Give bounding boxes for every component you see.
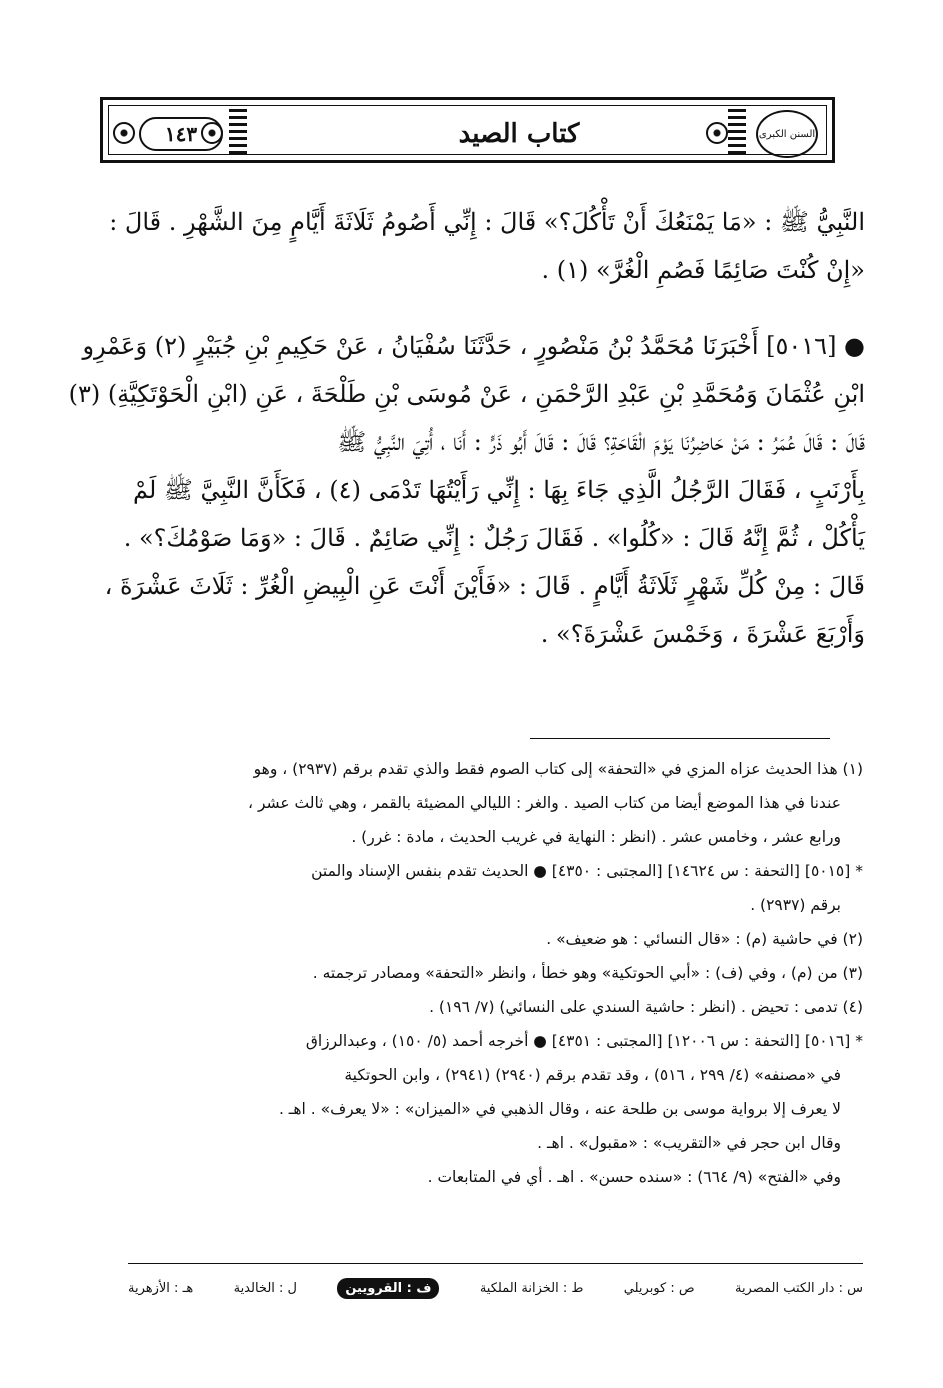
legend-item: ص : كوبريلي bbox=[623, 1280, 695, 1296]
legend-item: س : دار الكتب المصرية bbox=[734, 1280, 863, 1296]
footnote-separator bbox=[530, 738, 830, 739]
legend-item: هـ : الأزهرية bbox=[128, 1280, 194, 1296]
page-number: ١٤٣ bbox=[139, 117, 223, 151]
body-line: بِأَرْنَبٍ ، فَقَالَ الرَّجُلُ الَّذِي جَاءَ بِهَا : إِنِّي رَأَيْتُهَا تَدْمَى (٤) ، فَكَأَنَّ النَّبِيَّ ﷺ لَمْ bbox=[133, 476, 865, 504]
ornament-strip-right bbox=[728, 106, 746, 154]
body-line: ● [٥٠١٦] أَخْبَرَنَا مُحَمَّدُ بْنُ مَنْصُورٍ ، حَدَّثَنَا سُفْيَانُ ، عَنْ حَكِيمِ بْنِ جُبَيْرٍ (٢) وَعَمْرِو bbox=[82, 332, 865, 360]
book-seal-logo: السنن الكبرى bbox=[756, 110, 818, 158]
chapter-title: كتاب الصيد bbox=[458, 119, 580, 149]
body-line: قَالَ : قَالَ عُمَرُ : مَنْ حَاضِرُنَا يَوْمَ الْقَاحَةِ؟ قَالَ : قَالَ أَبُو ذَرٍّ : أَنَا ، أُتِيَ النَّبِيُّ ﷺ bbox=[337, 428, 865, 456]
footnote-line: * [٥٠١٥] [التحفة : س ١٤٦٢٤] [المجتبى : ٤٣٥٠] ● الحديث تقدم بنفس الإسناد والمتن bbox=[311, 862, 863, 880]
footnote-line: عندنا في هذا الموضع أيضا من كتاب الصيد . والغر : الليالي المضيئة بالقمر ، وهي ثالث عشر ، bbox=[248, 794, 841, 812]
body-line: «إِنْ كُنْتَ صَائِمًا فَصُمِ الْغُرَّ» (١) . bbox=[541, 256, 865, 284]
manuscript-legend bbox=[128, 1268, 863, 1308]
body-line: وَأَرْبَعَ عَشْرَةَ ، وَخَمْسَ عَشْرَةَ؟» . bbox=[540, 620, 865, 648]
footnote-line: (٤) تدمى : تحيض . (انظر : حاشية السندي على النسائي) (٧/ ١٩٦) . bbox=[429, 998, 863, 1016]
legend-item-highlighted: ف : القرويين bbox=[337, 1278, 439, 1299]
footnote-line: (٣) من (م) ، وفي (ف) : «أبي الحوتكية» وهو خطأ ، وانظر «التحفة» ومصادر ترجمته . bbox=[312, 964, 863, 982]
footnote-line: وقال ابن حجر في «التقريب» : «مقبول» . اهـ . bbox=[537, 1134, 841, 1152]
ornament-knot-right bbox=[706, 122, 728, 144]
legend-item: ط : الخزانة الملكية bbox=[479, 1280, 584, 1296]
main-text bbox=[80, 198, 865, 294]
footnote-line: ورابع عشر ، وخامس عشر . (انظر : النهاية في غريب الحديث ، مادة : غرر) . bbox=[351, 828, 841, 846]
footnote-line: وفي «الفتح» (٩/ ٦٦٤) : «سنده حسن» . اهـ . أي في المتابعات . bbox=[427, 1168, 841, 1186]
footnote-line: * [٥٠١٦] [التحفة : س ١٢٠٠٦] [المجتبى : ٤٣٥١] ● أخرجه أحمد (٥/ ١٥٠) ، وعبدالرزاق bbox=[305, 1032, 863, 1050]
footnote-line: (٢) في حاشية (م) : «قال النسائي : هو ضعيف» . bbox=[546, 930, 863, 948]
footer-rule bbox=[128, 1263, 863, 1264]
body-line: النَّبِيُّ ﷺ : «مَا يَمْنَعُكَ أَنْ تَأْكُلَ؟» قَالَ : إِنِّي أَصُومُ ثَلَاثَةَ أَيَّامٍ مِنَ الشَّهْرِ . قَالَ : bbox=[109, 208, 865, 236]
header-inner-border bbox=[108, 105, 827, 155]
body-line: يَأْكُلْ ، ثُمَّ إِنَّهُ قَالَ : «كُلُوا» . فَقَالَ رَجُلٌ : إِنِّي صَائِمٌ . قَالَ : «وَمَا صَوْمُكَ؟» . bbox=[123, 524, 865, 552]
ornament-strip-left bbox=[229, 106, 247, 154]
page-header bbox=[100, 97, 835, 163]
legend-item: ل : الخالدية bbox=[233, 1280, 297, 1296]
footnote-line: برقم (٢٩٣٧) . bbox=[750, 896, 841, 914]
footnote-line: (١) هذا الحديث عزاه المزي في «التحفة» إلى كتاب الصوم فقط والذي تقدم برقم (٢٩٣٧) ، وهو bbox=[253, 760, 863, 778]
footnote-line: في «مصنفه» (٤/ ٢٩٩ ، ٥١٦) ، وقد تقدم برقم (٢٩٤٠) (٢٩٤١) ، وابن الحوتكية bbox=[344, 1066, 841, 1084]
ornament-knot-left bbox=[113, 122, 135, 144]
body-line: قَالَ : مِنْ كُلِّ شَهْرٍ ثَلَاثَةُ أَيَّامٍ . قَالَ : «فَأَيْنَ أَنْتَ عَنِ الْبِيضِ الْغُرِّ : ثَلَاثَ عَشْرَةَ ، bbox=[104, 572, 865, 600]
footnotes bbox=[110, 752, 863, 1194]
body-line: ابْنِ عُثْمَانَ وَمُحَمَّدِ بْنِ عَبْدِ الرَّحْمَنِ ، عَنْ مُوسَى بْنِ طَلْحَةَ ، عَنِ (ابْنِ الْحَوْتَكِيَّةِ) (٣) bbox=[68, 380, 865, 408]
footnote-line: لا يعرف إلا برواية موسى بن طلحة عنه ، وقال الذهبي في «الميزان» : «لا يعرف» . اهـ . bbox=[278, 1100, 841, 1118]
hadith-5016-text bbox=[68, 322, 865, 658]
